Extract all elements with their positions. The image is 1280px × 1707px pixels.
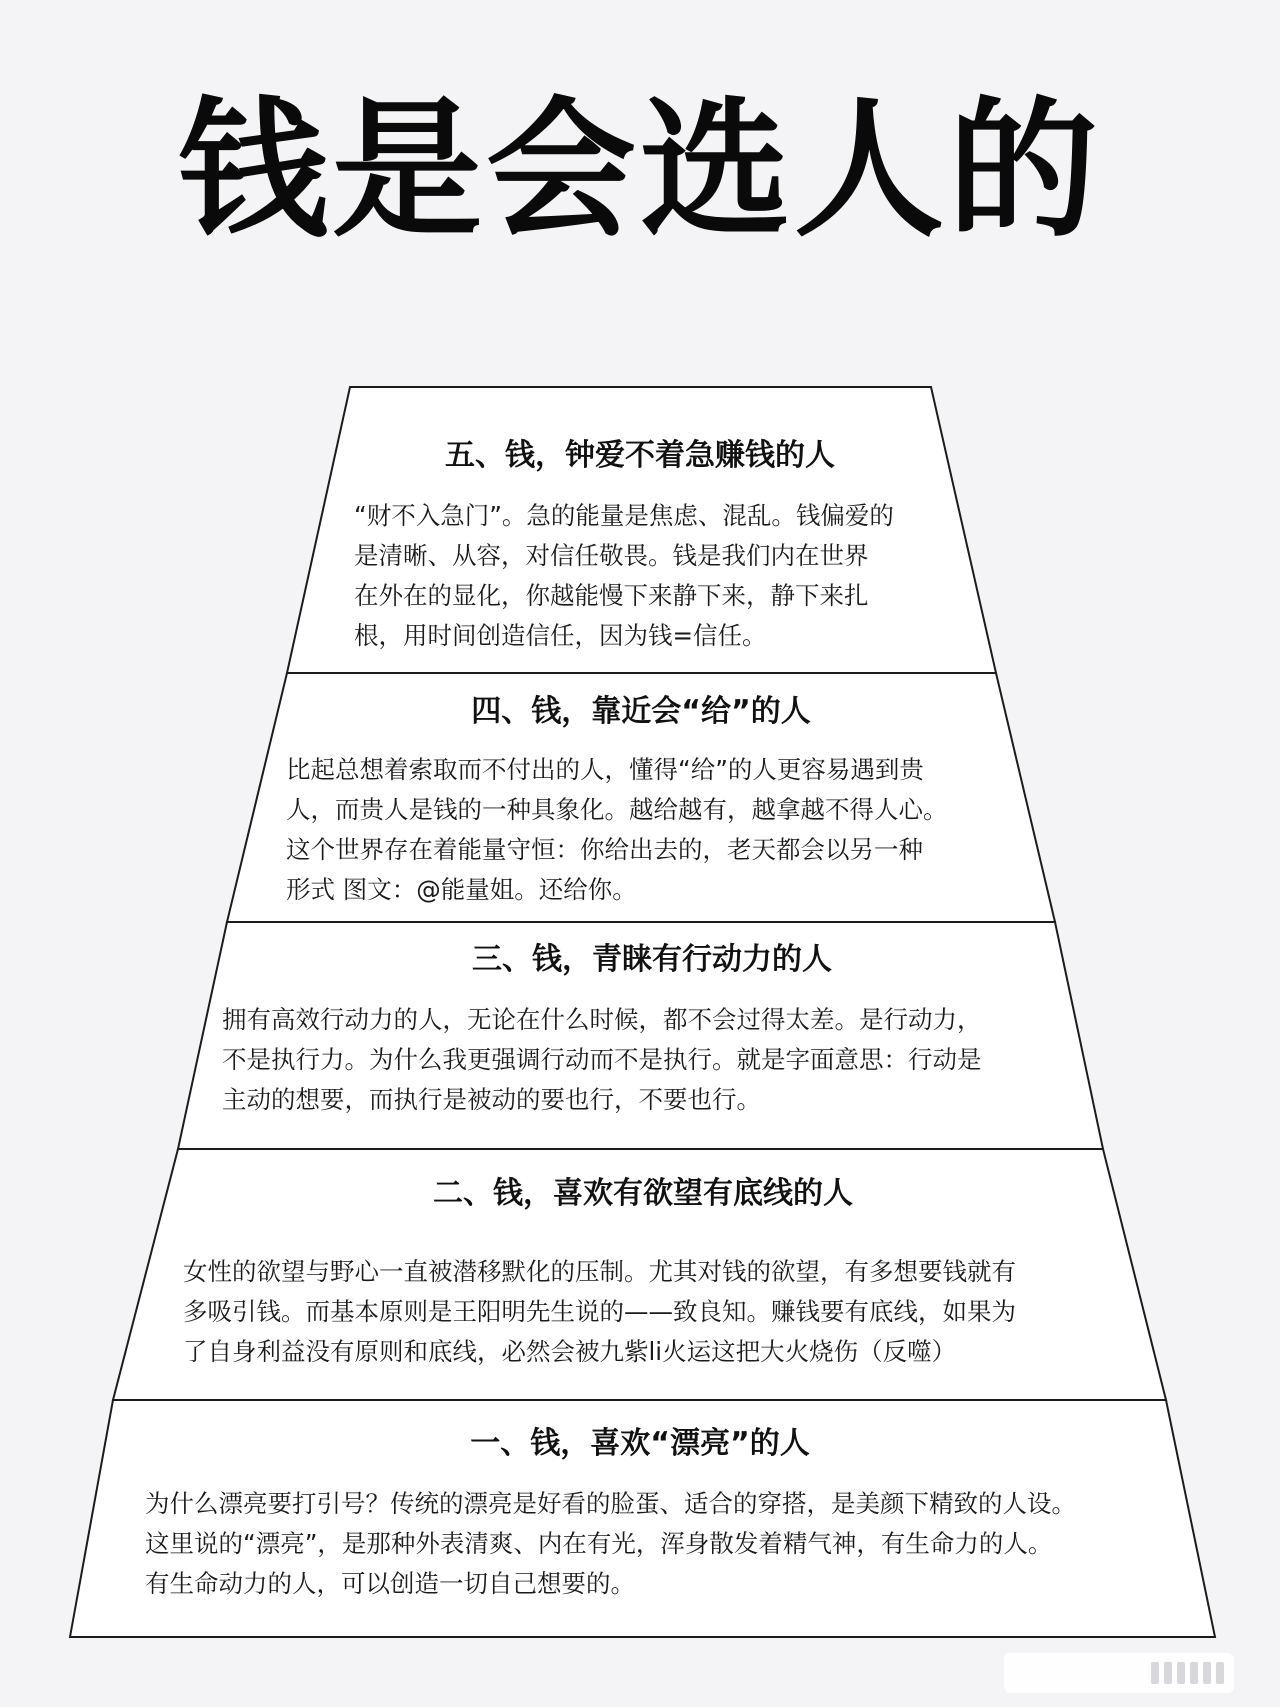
- watermark-bar: [1177, 1662, 1185, 1684]
- tier-4-heading: 四、钱，靠近会“给”的人: [471, 694, 811, 729]
- watermark-bar: [1190, 1662, 1198, 1684]
- tier-5-line-1: “财不入急门”。急的能量是焦虑、混乱。钱偏爱的: [354, 501, 894, 530]
- page-title: 钱是会选人的: [177, 84, 1102, 258]
- watermark: [1004, 1653, 1234, 1693]
- tier-4-text: [286, 750, 996, 910]
- tier-5-line-2: 是清晰、从容，对信任敬畏。钱是我们内在世界: [354, 541, 869, 570]
- tier-5-text: [340, 496, 940, 656]
- tier-1-line-1: 为什么漂亮要打引号？传统的漂亮是好看的脸蛋、适合的穿搭，是美颜下精致的人设。: [145, 1489, 1076, 1518]
- tier-5: [340, 438, 940, 656]
- tier-1: [145, 1426, 1155, 1604]
- tier-3-line-3: 主动的想要，而执行是被动的要也行，不要也行。: [222, 1085, 761, 1114]
- tier-3-line-1: 拥有高效行动力的人，无论在什么时候，都不会过得太差。是行动力，: [222, 1005, 982, 1034]
- tier-1-text: [145, 1484, 1155, 1604]
- tier-1-line-2: 这里说的“漂亮”，是那种外表清爽、内在有光，浑身散发着精气神，有生命力的人。: [145, 1529, 1053, 1558]
- tier-3: [222, 942, 1082, 1120]
- watermark-bar: [1203, 1662, 1211, 1684]
- tier-4-line-4: 形式 图文：@能量姐。还给你。: [286, 875, 637, 904]
- tier-3-text: [222, 1000, 1082, 1120]
- tier-2: [183, 1176, 1123, 1372]
- watermark-bar: [1151, 1662, 1159, 1684]
- tier-4: [286, 694, 996, 910]
- tier-2-heading: 二、钱，喜欢有欲望有底线的人: [433, 1176, 853, 1211]
- tier-2-text: [183, 1252, 1123, 1372]
- tier-3-heading: 三、钱，青睐有行动力的人: [472, 942, 832, 977]
- tier-2-line-2: 多吸引钱。而基本原则是王阳明先生说的——致良知。赚钱要有底线，如果为: [183, 1297, 1016, 1326]
- tier-5-line-4: 根，用时间创造信任，因为钱=信任。: [354, 621, 767, 650]
- tier-1-heading: 一、钱，喜欢“漂亮”的人: [470, 1426, 810, 1461]
- tier-5-heading: 五、钱，钟爱不着急赚钱的人: [445, 438, 835, 473]
- tier-1-line-3: 有生命动力的人，可以创造一切自己想要的。: [145, 1569, 635, 1598]
- tier-2-line-3: 了自身利益没有原则和底线，必然会被九紫li火运这把大火烧伤（反噬）: [183, 1337, 957, 1366]
- tier-2-line-1: 女性的欲望与野心一直被潜移默化的压制。尤其对钱的欲望，有多想要钱就有: [183, 1257, 1016, 1286]
- tier-4-line-2: 人，而贵人是钱的一种具象化。越给越有，越拿越不得人心。: [286, 795, 948, 824]
- watermark-bar: [1164, 1662, 1172, 1684]
- watermark-bar: [1216, 1662, 1224, 1684]
- tier-4-line-3: 这个世界存在着能量守恒：你给出去的，老天都会以另一种: [286, 835, 923, 864]
- tier-5-line-3: 在外在的显化，你越能慢下来静下来，静下来扎: [354, 581, 869, 610]
- tier-4-line-1: 比起总想着索取而不付出的人，懂得“给”的人更容易遇到贵: [286, 755, 924, 784]
- tier-3-line-2: 不是执行力。为什么我更强调行动而不是执行。就是字面意思：行动是: [222, 1045, 982, 1074]
